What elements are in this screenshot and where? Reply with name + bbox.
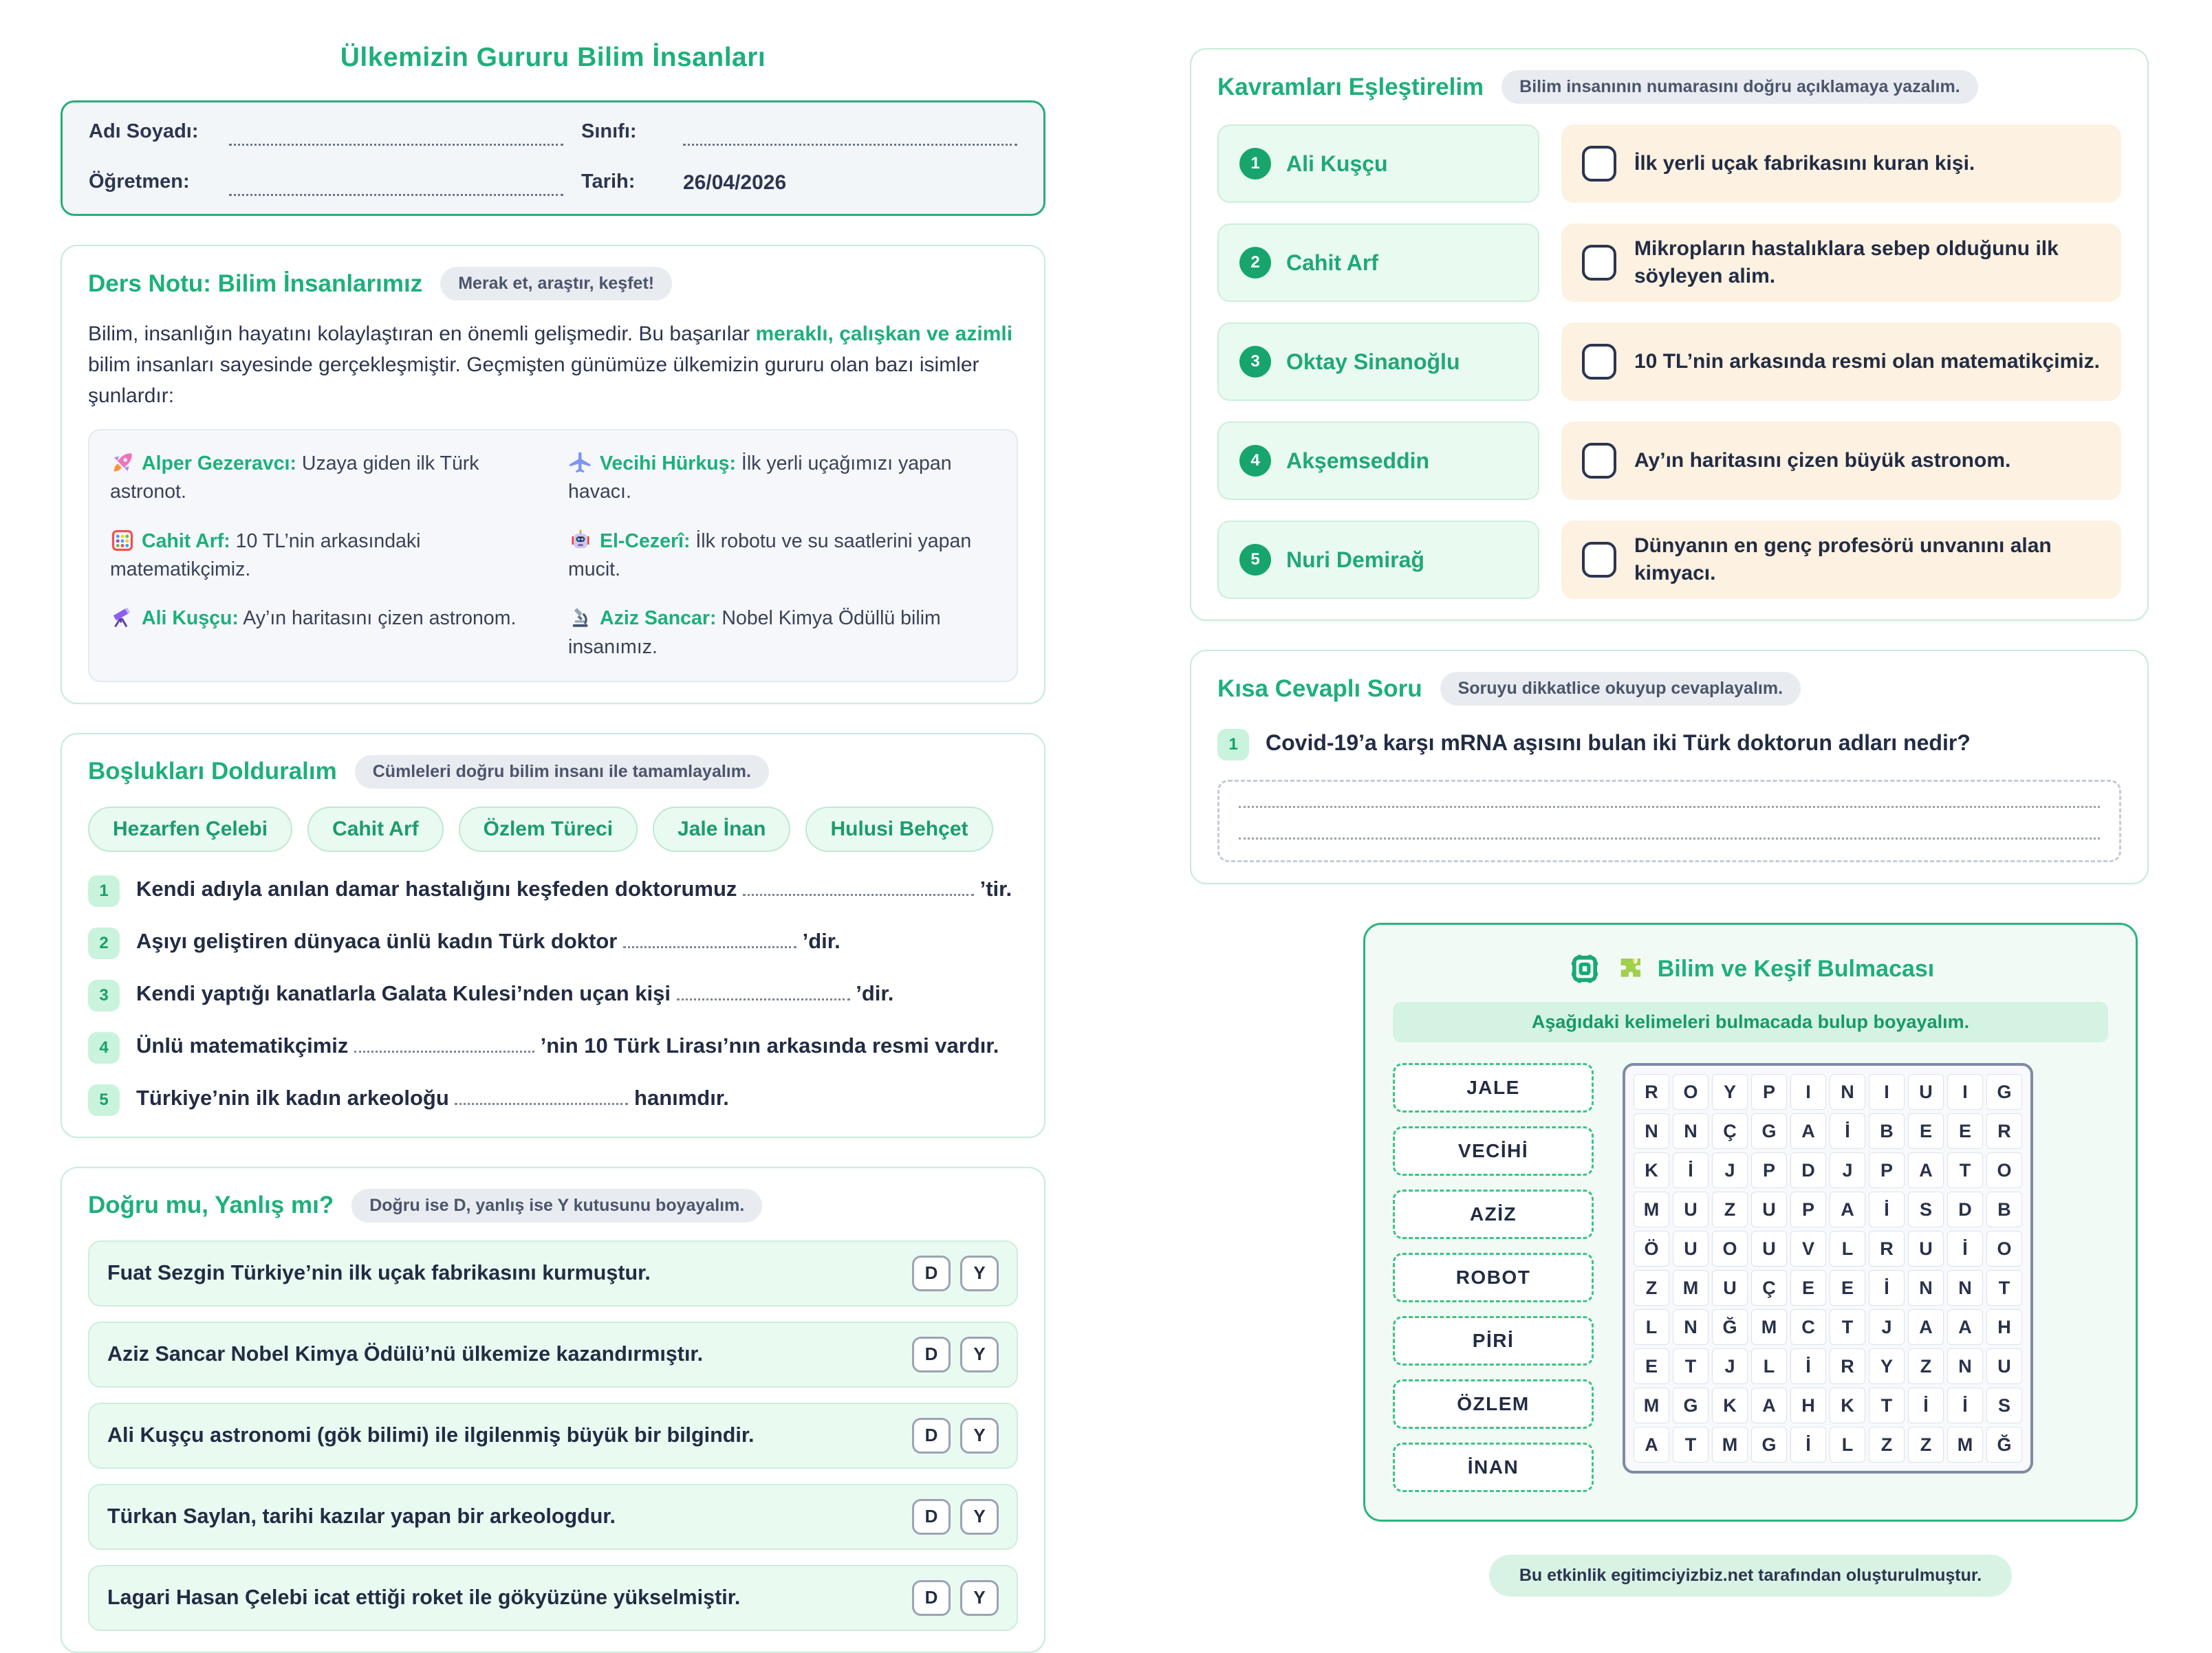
footer-wrap: [1363, 1555, 2138, 1597]
puzzle-cell[interactable]: Z: [1634, 1270, 1669, 1306]
short-answer-badge: Soruyu dikkatlice okuyup cevaplayalım.: [1440, 672, 1801, 705]
puzzle-cell[interactable]: U: [1673, 1231, 1709, 1267]
person-name: Oktay Sinanoğlu: [1286, 349, 1460, 374]
person-name: Ali Kuşçu: [1286, 151, 1388, 176]
puzzle-cell[interactable]: U: [1712, 1270, 1748, 1306]
chip-icon: [1567, 951, 1603, 987]
word-bank: [88, 807, 1018, 852]
scientist-item: [568, 604, 996, 661]
puzzle-cell[interactable]: M: [1634, 1192, 1669, 1227]
puzzle-grid: [1623, 1063, 2033, 1474]
short-answer-title: Kısa Cevaplı Soru: [1217, 675, 1422, 702]
fill-sentence: [136, 873, 1012, 906]
word-bank-chip[interactable]: Jale İnan: [653, 807, 790, 852]
true-false-row: [88, 1322, 1018, 1388]
true-box[interactable]: D: [912, 1418, 951, 1454]
puzzle-cell[interactable]: A: [1947, 1309, 1983, 1345]
puzzle-cell[interactable]: K: [1712, 1388, 1748, 1423]
puzzle-cell[interactable]: İ: [1869, 1192, 1905, 1227]
puzzle-cell[interactable]: U: [1986, 1348, 2022, 1384]
puzzle-word[interactable]: PİRİ: [1393, 1316, 1594, 1366]
match-person: [1217, 124, 1539, 203]
scientist-desc: 10 TL’nin arkasındaki matematikçimiz.: [110, 529, 421, 580]
fill-sentence: [136, 1029, 999, 1062]
person-name: Cahit Arf: [1286, 250, 1378, 275]
puzzle-cell[interactable]: Z: [1712, 1192, 1748, 1227]
puzzle-cell[interactable]: İ: [1790, 1427, 1826, 1463]
puzzle-cell[interactable]: I: [1947, 1074, 1983, 1110]
answer-line: [1239, 805, 2100, 808]
puzzle-cell[interactable]: Z: [1908, 1427, 1944, 1463]
item-number: 4: [88, 1032, 120, 1064]
tf-statement: Ali Kuşçu astronomi (gök bilimi) ile ilgilenmiş büyük bir bilgindir.: [107, 1423, 755, 1447]
scientist-item: [110, 604, 538, 661]
puzzle-cell[interactable]: H: [1790, 1388, 1826, 1423]
answer-box-input[interactable]: [1582, 542, 1616, 578]
lesson-note-badge: Merak et, araştır, keşfet!: [440, 267, 672, 300]
puzzle-cell[interactable]: N: [1673, 1309, 1709, 1345]
puzzle-cell[interactable]: E: [1634, 1348, 1669, 1384]
puzzle-cell[interactable]: G: [1751, 1113, 1787, 1149]
puzzle-cell[interactable]: M: [1712, 1427, 1748, 1463]
scientist-name: Aziz Sancar:: [600, 607, 717, 630]
name-label: Adı Soyadı:: [89, 120, 199, 142]
student-info-form: [61, 100, 1045, 216]
puzzle-cell[interactable]: Ğ: [1712, 1309, 1748, 1345]
puzzle-cell[interactable]: T: [1673, 1427, 1709, 1463]
puzzle-cell[interactable]: P: [1869, 1152, 1905, 1188]
person-number: 1: [1239, 148, 1271, 179]
puzzle-cell[interactable]: V: [1790, 1231, 1826, 1267]
telescope-icon: [110, 605, 135, 630]
puzzle-cell[interactable]: M: [1947, 1427, 1983, 1463]
fill-blanks-title: Boşlukları Dolduralım: [88, 758, 337, 785]
blank-input[interactable]: [354, 1032, 534, 1053]
puzzle-cell[interactable]: S: [1908, 1192, 1944, 1227]
robot-icon: [568, 528, 593, 553]
tf-statement: Fuat Sezgin Türkiye’nin ilk uçak fabrikasını kurmuştur.: [107, 1261, 651, 1285]
description-text: İlk yerli uçak fabrikasını kuran kişi.: [1634, 151, 1975, 175]
puzzle-cell[interactable]: R: [1986, 1113, 2022, 1149]
lesson-note-title: Ders Notu: Bilim İnsanlarımız: [88, 270, 423, 297]
puzzle-cell[interactable]: İ: [1869, 1270, 1905, 1306]
question-row: [1217, 726, 2121, 760]
puzzle-cell[interactable]: O: [1712, 1231, 1748, 1267]
match-description: [1561, 422, 2121, 500]
puzzle-cell[interactable]: I: [1790, 1074, 1826, 1110]
puzzle-cell[interactable]: D: [1790, 1152, 1826, 1188]
person-number: 5: [1239, 544, 1271, 576]
person-name: Nuri Demirağ: [1286, 547, 1424, 572]
puzzle-cell[interactable]: R: [1634, 1074, 1669, 1110]
sentence-after: ’dir.: [849, 981, 894, 1005]
match-person: [1217, 422, 1539, 500]
false-box[interactable]: Y: [960, 1580, 999, 1616]
puzzle-cell[interactable]: U: [1751, 1192, 1787, 1227]
word-bank-chip[interactable]: Hulusi Behçet: [805, 807, 993, 852]
puzzle-cell[interactable]: K: [1634, 1152, 1669, 1188]
puzzle-cell[interactable]: İ: [1947, 1388, 1983, 1423]
puzzle-cell[interactable]: U: [1908, 1231, 1944, 1267]
fill-sentence: [136, 1082, 729, 1115]
microscope-icon: [568, 605, 593, 630]
tf-statement: Türkan Saylan, tarihi kazılar yapan bir arkeologdur.: [107, 1504, 616, 1529]
description-text: Dünyanın en genç profesörü unvanını alan kimyacı.: [1634, 534, 2052, 584]
fill-sentence: [136, 977, 893, 1010]
puzzle-piece-icon: [1616, 955, 1644, 983]
left-column: [61, 25, 1045, 1610]
puzzle-cell[interactable]: İ: [1830, 1113, 1865, 1149]
question-text: Covid-19’a karşı mRNA aşısını bulan iki Türk doktorun adları nedir?: [1266, 730, 1971, 755]
matching-card: [1190, 48, 2149, 621]
puzzle-cell[interactable]: G: [1751, 1427, 1787, 1463]
blank-input[interactable]: [677, 980, 850, 1000]
scientist-name: El-Cezerî:: [600, 529, 691, 552]
date-label: Tarih:: [581, 171, 636, 193]
puzzle-cell[interactable]: B: [1869, 1113, 1905, 1149]
true-false-row: [88, 1403, 1018, 1469]
puzzle-cell[interactable]: A: [1751, 1388, 1787, 1423]
person-number: 4: [1239, 445, 1271, 477]
item-number: 1: [88, 875, 120, 907]
sentence-after: hanımdır.: [628, 1085, 729, 1110]
scientist-name: Vecihi Hürkuş:: [600, 452, 736, 474]
puzzle-cell[interactable]: P: [1751, 1152, 1787, 1188]
answer-box-input[interactable]: [1582, 146, 1616, 182]
match-description: [1561, 322, 2121, 401]
puzzle-cell[interactable]: E: [1947, 1113, 1983, 1149]
true-false-row: [88, 1484, 1018, 1550]
puzzle-cell[interactable]: Y: [1869, 1348, 1905, 1384]
puzzle-cell[interactable]: B: [1986, 1192, 2022, 1227]
fill-item: [88, 977, 1018, 1011]
puzzle-cell[interactable]: N: [1830, 1074, 1865, 1110]
sentence-after: ’dir.: [796, 928, 841, 953]
answer-line: [1239, 837, 2100, 840]
scientist-item: [110, 450, 538, 507]
match-person: [1217, 521, 1539, 599]
puzzle-cell[interactable]: Ğ: [1986, 1427, 2022, 1463]
puzzle-cell[interactable]: U: [1673, 1192, 1709, 1227]
puzzle-cell[interactable]: T: [1830, 1309, 1865, 1345]
scientist-desc: Uzaya giden ilk Türk astronot.: [110, 452, 479, 503]
false-box[interactable]: Y: [960, 1337, 999, 1372]
puzzle-cell[interactable]: R: [1830, 1348, 1865, 1384]
puzzle-instruction: Aşağıdaki kelimeleri bulmacada bulup boyayalım.: [1393, 1002, 2108, 1042]
answer-box-input[interactable]: [1582, 344, 1616, 380]
false-box[interactable]: Y: [960, 1418, 999, 1454]
true-false-rows: [88, 1240, 1018, 1631]
puzzle-cell[interactable]: Z: [1908, 1348, 1944, 1384]
puzzle-body: [1393, 1063, 2108, 1492]
puzzle-cell[interactable]: O: [1986, 1152, 2022, 1188]
scientist-item: [568, 527, 996, 584]
puzzle-cell[interactable]: E: [1830, 1270, 1865, 1306]
footer-credit: Bu etkinlik egitimciyizbiz.net tarafından oluşturulmuştur.: [1489, 1555, 2012, 1597]
fill-blanks-badge: Cümleleri doğru bilim insanı ile tamamlayalım.: [355, 755, 769, 789]
puzzle-cell[interactable]: D: [1947, 1192, 1983, 1227]
tf-statement: Aziz Sancar Nobel Kimya Ödülü’nü ülkemize kazandırmıştır.: [107, 1342, 704, 1366]
scientist-item: [568, 450, 996, 507]
puzzle-cell[interactable]: L: [1830, 1427, 1865, 1463]
scientist-name: Cahit Arf:: [142, 529, 230, 552]
fill-item: [88, 1029, 1018, 1064]
person-number: 3: [1239, 346, 1271, 377]
sentence-before: Ünlü matematikçimiz: [136, 1033, 354, 1058]
puzzle-cell[interactable]: O: [1673, 1074, 1709, 1110]
match-description: [1561, 521, 2121, 599]
puzzle-cell[interactable]: P: [1790, 1192, 1826, 1227]
puzzle-word[interactable]: AZİZ: [1393, 1190, 1594, 1239]
puzzle-cell[interactable]: N: [1673, 1113, 1709, 1149]
puzzle-word[interactable]: JALE: [1393, 1063, 1594, 1113]
lesson-note-card: [61, 245, 1045, 704]
true-box[interactable]: D: [912, 1499, 951, 1535]
match-person: [1217, 322, 1539, 401]
teacher-label: Öğretmen:: [89, 171, 190, 193]
puzzle-cell[interactable]: P: [1751, 1074, 1787, 1110]
puzzle-cell[interactable]: İ: [1673, 1152, 1709, 1188]
matching-grid: [1217, 124, 2121, 599]
scientist-desc: İlk yerli uçağımızı yapan havacı.: [568, 452, 952, 503]
question-number: 1: [1217, 729, 1249, 760]
puzzle-cell[interactable]: K: [1830, 1388, 1865, 1423]
fill-blanks-card: [61, 733, 1045, 1138]
scientist-desc: Ay’ın haritasını çizen astronom.: [238, 607, 517, 630]
item-number: 5: [88, 1084, 120, 1116]
person-name: Akşemseddin: [1286, 448, 1430, 473]
puzzle-cell[interactable]: T: [1947, 1152, 1983, 1188]
puzzle-word-list: [1393, 1063, 1594, 1492]
fill-sentence: [136, 925, 841, 958]
description-text: Ay’ın haritasını çizen büyük astronom.: [1634, 448, 2011, 472]
fill-item: [88, 1082, 1018, 1116]
puzzle-cell[interactable]: A: [1908, 1309, 1944, 1345]
true-false-row: [88, 1565, 1018, 1631]
puzzle-cell[interactable]: N: [1947, 1348, 1983, 1384]
puzzle-cell[interactable]: C: [1790, 1309, 1826, 1345]
rocket-icon: [110, 450, 135, 475]
puzzle-cell[interactable]: N: [1947, 1270, 1983, 1306]
true-box[interactable]: D: [912, 1337, 951, 1372]
teacher-input[interactable]: [229, 171, 563, 196]
sentence-after: ’tir.: [974, 876, 1012, 901]
puzzle-cell[interactable]: N: [1634, 1113, 1669, 1149]
puzzle-cell[interactable]: E: [1790, 1270, 1826, 1306]
airplane-icon: [568, 450, 593, 475]
description-text: 10 TL’nin arkasında resmi olan matematikçimiz.: [1634, 349, 2100, 373]
puzzle-cell[interactable]: M: [1751, 1309, 1787, 1345]
fill-item: [88, 873, 1018, 907]
puzzle-cell[interactable]: G: [1986, 1074, 2022, 1110]
scientist-name: Alper Gezeravcı:: [142, 452, 296, 474]
puzzle-cell[interactable]: İ: [1908, 1388, 1944, 1423]
puzzle-cell[interactable]: N: [1908, 1270, 1944, 1306]
puzzle-cell[interactable]: Y: [1712, 1074, 1748, 1110]
match-description: [1561, 223, 2121, 302]
abacus-icon: [110, 528, 135, 553]
scientist-list: [88, 429, 1018, 682]
puzzle-cell[interactable]: T: [1673, 1348, 1709, 1384]
name-input[interactable]: [229, 121, 563, 146]
puzzle-cell[interactable]: A: [1908, 1152, 1944, 1188]
class-label: Sınıfı:: [581, 120, 637, 142]
puzzle-cell[interactable]: T: [1869, 1388, 1905, 1423]
true-box[interactable]: D: [912, 1580, 951, 1616]
puzzle-cell[interactable]: A: [1830, 1192, 1865, 1227]
fill-items: [88, 873, 1018, 1116]
fill-item: [88, 925, 1018, 959]
right-column: [1190, 25, 2149, 1585]
true-false-row: [88, 1240, 1018, 1306]
class-input[interactable]: [683, 121, 1017, 146]
puzzle-cell[interactable]: H: [1986, 1309, 2022, 1345]
false-box[interactable]: Y: [960, 1256, 999, 1291]
answer-box-input[interactable]: [1582, 443, 1616, 479]
puzzle-cell[interactable]: L: [1751, 1348, 1787, 1384]
scientist-desc: İlk robotu ve su saatlerini yapan mucit.: [568, 529, 972, 580]
true-false-title: Doğru mu, Yanlış mı?: [88, 1192, 334, 1219]
puzzle-title: Bilim ve Keşif Bulmacası: [1657, 955, 1935, 982]
tf-statement: Lagari Hasan Çelebi icat ettiği roket ile gökyüzüne yükselmiştir.: [107, 1586, 741, 1610]
scientist-name: Ali Kuşçu:: [142, 607, 239, 630]
match-person: [1217, 223, 1539, 302]
puzzle-cell[interactable]: J: [1830, 1152, 1865, 1188]
lesson-note-paragraph: [88, 318, 1018, 411]
puzzle-word[interactable]: İNAN: [1393, 1443, 1594, 1492]
puzzle-cell[interactable]: L: [1634, 1309, 1669, 1345]
puzzle-cell[interactable]: J: [1712, 1152, 1748, 1188]
false-box[interactable]: Y: [960, 1499, 999, 1535]
sentence-after: ’nin 10 Türk Lirası’nın arkasında resmi vardır.: [534, 1033, 999, 1058]
puzzle-cell[interactable]: L: [1830, 1231, 1865, 1267]
person-number: 2: [1239, 247, 1271, 278]
puzzle-cell[interactable]: A: [1790, 1113, 1826, 1149]
puzzle-cell[interactable]: M: [1634, 1388, 1669, 1423]
true-box[interactable]: D: [912, 1256, 951, 1291]
word-bank-chip[interactable]: Özlem Türeci: [459, 807, 638, 852]
puzzle-cell[interactable]: Ö: [1634, 1231, 1669, 1267]
puzzle-word[interactable]: ROBOT: [1393, 1253, 1594, 1302]
matching-badge: Bilim insanının numarasını doğru açıklamaya yazalım.: [1501, 70, 1978, 104]
scientist-item: [110, 527, 538, 584]
sentence-before: Kendi yaptığı kanatlarla Galata Kulesi’nden uçan kişi: [136, 981, 677, 1005]
puzzle-word[interactable]: ÖZLEM: [1393, 1379, 1594, 1429]
word-bank-chip[interactable]: Cahit Arf: [307, 807, 444, 852]
puzzle-cell[interactable]: İ: [1790, 1348, 1826, 1384]
puzzle-cell[interactable]: I: [1869, 1074, 1905, 1110]
note-intro-1: Bilim, insanlığın hayatını kolaylaştıran en önemli gelişmedir. Bu başarılar: [88, 322, 756, 345]
blank-input[interactable]: [743, 875, 974, 896]
note-intro-2: bilim insanları sayesinde gerçekleşmiştir. Geçmişten günümüze ülkemizin gururu olan bazı isimler şunlardır:: [88, 353, 979, 407]
item-number: 3: [88, 980, 120, 1011]
blank-input[interactable]: [623, 928, 796, 948]
true-false-card: [61, 1167, 1045, 1653]
puzzle-header: [1393, 943, 2108, 1002]
puzzle-cell[interactable]: G: [1673, 1388, 1709, 1423]
sentence-before: Kendi adıyla anılan damar hastalığını keşfeden doktorumuz: [136, 876, 743, 901]
description-text: Mikropların hastalıklara sebep olduğunu ilk söyleyen alim.: [1634, 237, 2059, 287]
puzzle-cell[interactable]: U: [1908, 1074, 1944, 1110]
puzzle-cell[interactable]: J: [1712, 1348, 1748, 1384]
puzzle-cell[interactable]: A: [1634, 1427, 1669, 1463]
sentence-before: Aşıyı geliştiren dünyaca ünlü kadın Türk doktor: [136, 928, 623, 953]
puzzle-cell[interactable]: U: [1751, 1231, 1787, 1267]
matching-title: Kavramları Eşleştirelim: [1217, 73, 1484, 100]
short-answer-card: [1190, 650, 2149, 884]
puzzle-cell[interactable]: Ç: [1751, 1270, 1787, 1306]
word-bank-chip[interactable]: Hezarfen Çelebi: [88, 807, 292, 852]
note-intro-highlight: meraklı, çalışkan ve azimli: [755, 322, 1013, 345]
blank-input[interactable]: [455, 1084, 628, 1105]
puzzle-cell[interactable]: Z: [1869, 1427, 1905, 1463]
answer-area-input[interactable]: [1217, 780, 2121, 862]
date-value: 26/04/2026: [683, 171, 787, 194]
puzzle-cell[interactable]: Ç: [1712, 1113, 1748, 1149]
item-number: 2: [88, 928, 120, 959]
sentence-before: Türkiye’nin ilk kadın arkeoloğu: [136, 1085, 455, 1110]
puzzle-cell[interactable]: E: [1908, 1113, 1944, 1149]
puzzle-cell[interactable]: İ: [1947, 1231, 1983, 1267]
answer-box-input[interactable]: [1582, 245, 1616, 281]
page-title: Ülkemizin Gururu Bilim İnsanları: [340, 43, 766, 72]
match-description: [1561, 124, 2121, 203]
puzzle-cell[interactable]: T: [1986, 1270, 2022, 1306]
puzzle-cell[interactable]: M: [1673, 1270, 1709, 1306]
word-search-card: [1363, 923, 2138, 1522]
scientist-desc: Nobel Kimya Ödüllü bilim insanımız.: [568, 607, 941, 658]
puzzle-cell[interactable]: O: [1986, 1231, 2022, 1267]
true-false-badge: Doğru ise D, yanlış ise Y kutusunu boyayalım.: [351, 1189, 762, 1223]
puzzle-word[interactable]: VECİHİ: [1393, 1126, 1594, 1176]
puzzle-cell[interactable]: S: [1986, 1388, 2022, 1423]
puzzle-cell[interactable]: R: [1869, 1231, 1905, 1267]
puzzle-cell[interactable]: J: [1869, 1309, 1905, 1345]
